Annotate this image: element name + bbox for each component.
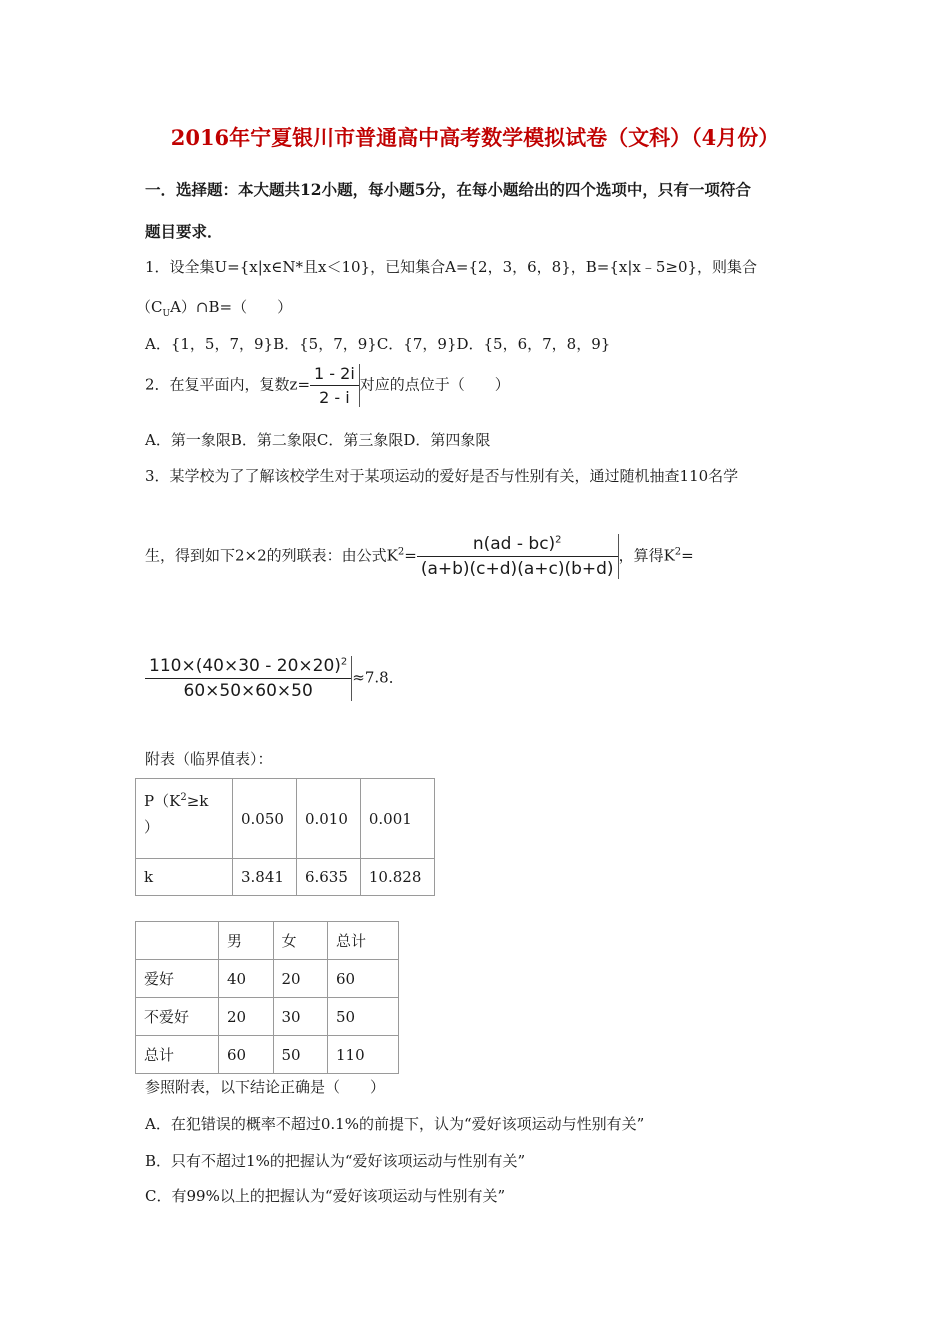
formula-numerator-sup: 2 <box>555 534 562 546</box>
critical-value-table <box>135 778 435 896</box>
q2-stem-pre: 2．在复平面内，复数z= <box>145 375 311 394</box>
q3-formula-eq: = <box>404 546 417 565</box>
table-cell: 20 <box>273 960 328 998</box>
q3-result-intro: ，算得K <box>618 546 675 565</box>
row-label-cell: 总计 <box>136 1036 219 1074</box>
table-cell: 50 <box>273 1036 328 1074</box>
p-value-cell: 0.001 <box>360 779 434 859</box>
header-cell: 总计 <box>328 922 399 960</box>
contingency-table <box>135 921 399 1074</box>
p-value-cell: 0.050 <box>233 779 297 859</box>
p-value-cell: 0.010 <box>296 779 360 859</box>
table-row <box>136 922 399 960</box>
p-header-text2: ≥k <box>186 792 209 810</box>
table-row <box>136 859 435 896</box>
table-cell: 110 <box>328 1036 399 1074</box>
q1-stem-line2 <box>136 296 292 319</box>
appendix-label: 附表（临界值表）： <box>145 750 273 768</box>
complement-subscript: U <box>162 309 171 319</box>
section-heading-line2: 题目要求． <box>145 222 223 241</box>
q3-question: 参照附表，以下结论正确是（ ） <box>145 1078 386 1096</box>
page-title: 2016年宁夏银川市普通高中高考数学模拟试卷（文科）（4月份） <box>170 125 780 150</box>
q2-stem <box>145 364 510 407</box>
table-row <box>136 998 399 1036</box>
table-cell: 50 <box>328 998 399 1036</box>
q3-result-k-sup: 2 <box>674 546 682 558</box>
p-header-cell <box>136 779 233 859</box>
formula-numerator-text: n(ad - bc) <box>472 534 556 554</box>
table-cell: 60 <box>328 960 399 998</box>
header-cell: 男 <box>219 922 274 960</box>
k-value-cell: 3.841 <box>233 859 297 896</box>
q2-options: A．第一象限B．第二象限C．第三象限D．第四象限 <box>145 431 491 449</box>
calc-numerator-text: 110×(40×30 - 20×20) <box>149 656 341 676</box>
header-cell: 女 <box>273 922 328 960</box>
table-cell: 40 <box>219 960 274 998</box>
table-cell: 20 <box>219 998 274 1036</box>
q3-calculation <box>145 656 404 701</box>
calc-numerator-sup: 2 <box>340 656 348 668</box>
q1-stem-tail: A）∩B=（ ） <box>170 298 293 316</box>
k-squared-formula-denominator: (a+b)(c+d)(a+c)(b+d) <box>420 559 614 579</box>
p-header-sup: 2 <box>180 792 187 803</box>
row-label-cell: 爱好 <box>136 960 219 998</box>
table-cell: 60 <box>219 1036 274 1074</box>
q3-k-squared-sup: 2 <box>397 546 405 558</box>
p-header-close: ） <box>144 818 160 836</box>
calc-fraction-numerator <box>145 656 351 679</box>
table-row <box>136 1036 399 1074</box>
q2-fraction-denominator: 2 - i <box>319 388 350 407</box>
q3-option-c: C．有99%以上的把握认为“爱好该项运动与性别有关” <box>145 1187 506 1205</box>
q2-fraction-numerator: 1 - 2i <box>310 364 359 386</box>
q3-stem-line1: 3．某学校为了了解该校学生对于某项运动的爱好是否与性别有关，通过随机抽查110名学 <box>145 467 739 485</box>
q3-stem-line2 <box>145 534 694 579</box>
calc-fraction-denominator: 60×50×60×50 <box>183 681 313 701</box>
table-cell: 30 <box>273 998 328 1036</box>
q2-stem-post: 对应的点位于（ ） <box>359 375 510 394</box>
q1-paren-open: （ <box>136 298 152 316</box>
k-squared-formula <box>417 534 618 579</box>
header-cell <box>136 922 219 960</box>
table-row <box>136 960 399 998</box>
q1-stem-line1: 1．设全集U={x|x∈N*且x＜10}，已知集合A={2，3，6，8}，B={x|x﹣5≥0}，则集合 <box>145 258 758 276</box>
q1-options: A．{1，5，7，9}B．{5，7，9}C．{7，9}D．{5，6，7，8，9} <box>145 335 611 353</box>
p-header-text: P（K <box>144 792 181 810</box>
q3-result-eq: = <box>681 546 694 565</box>
q3-option-a: A．在犯错误的概率不超过0.1%的前提下，认为“爱好该项运动与性别有关” <box>145 1115 645 1133</box>
k-label-cell: k <box>136 859 233 896</box>
k-value-cell: 6.635 <box>296 859 360 896</box>
table-row <box>136 779 435 859</box>
calc-result: ≈7.8． <box>352 668 404 687</box>
q2-fraction <box>310 364 359 407</box>
k-value-cell: 10.828 <box>360 859 434 896</box>
q3-formula-intro: 生，得到如下2×2的列联表：由公式K <box>145 546 398 565</box>
row-label-cell: 不爱好 <box>136 998 219 1036</box>
complement-symbol: C <box>151 298 163 316</box>
calc-fraction <box>145 656 351 701</box>
k-squared-formula-numerator <box>417 534 618 557</box>
section-heading-line1: 一．选择题：本大题共12小题，每小题5分，在每小题给出的四个选项中，只有一项符合 <box>145 180 751 199</box>
q3-option-b: B．只有不超过1%的把握认为“爱好该项运动与性别有关” <box>145 1152 526 1170</box>
